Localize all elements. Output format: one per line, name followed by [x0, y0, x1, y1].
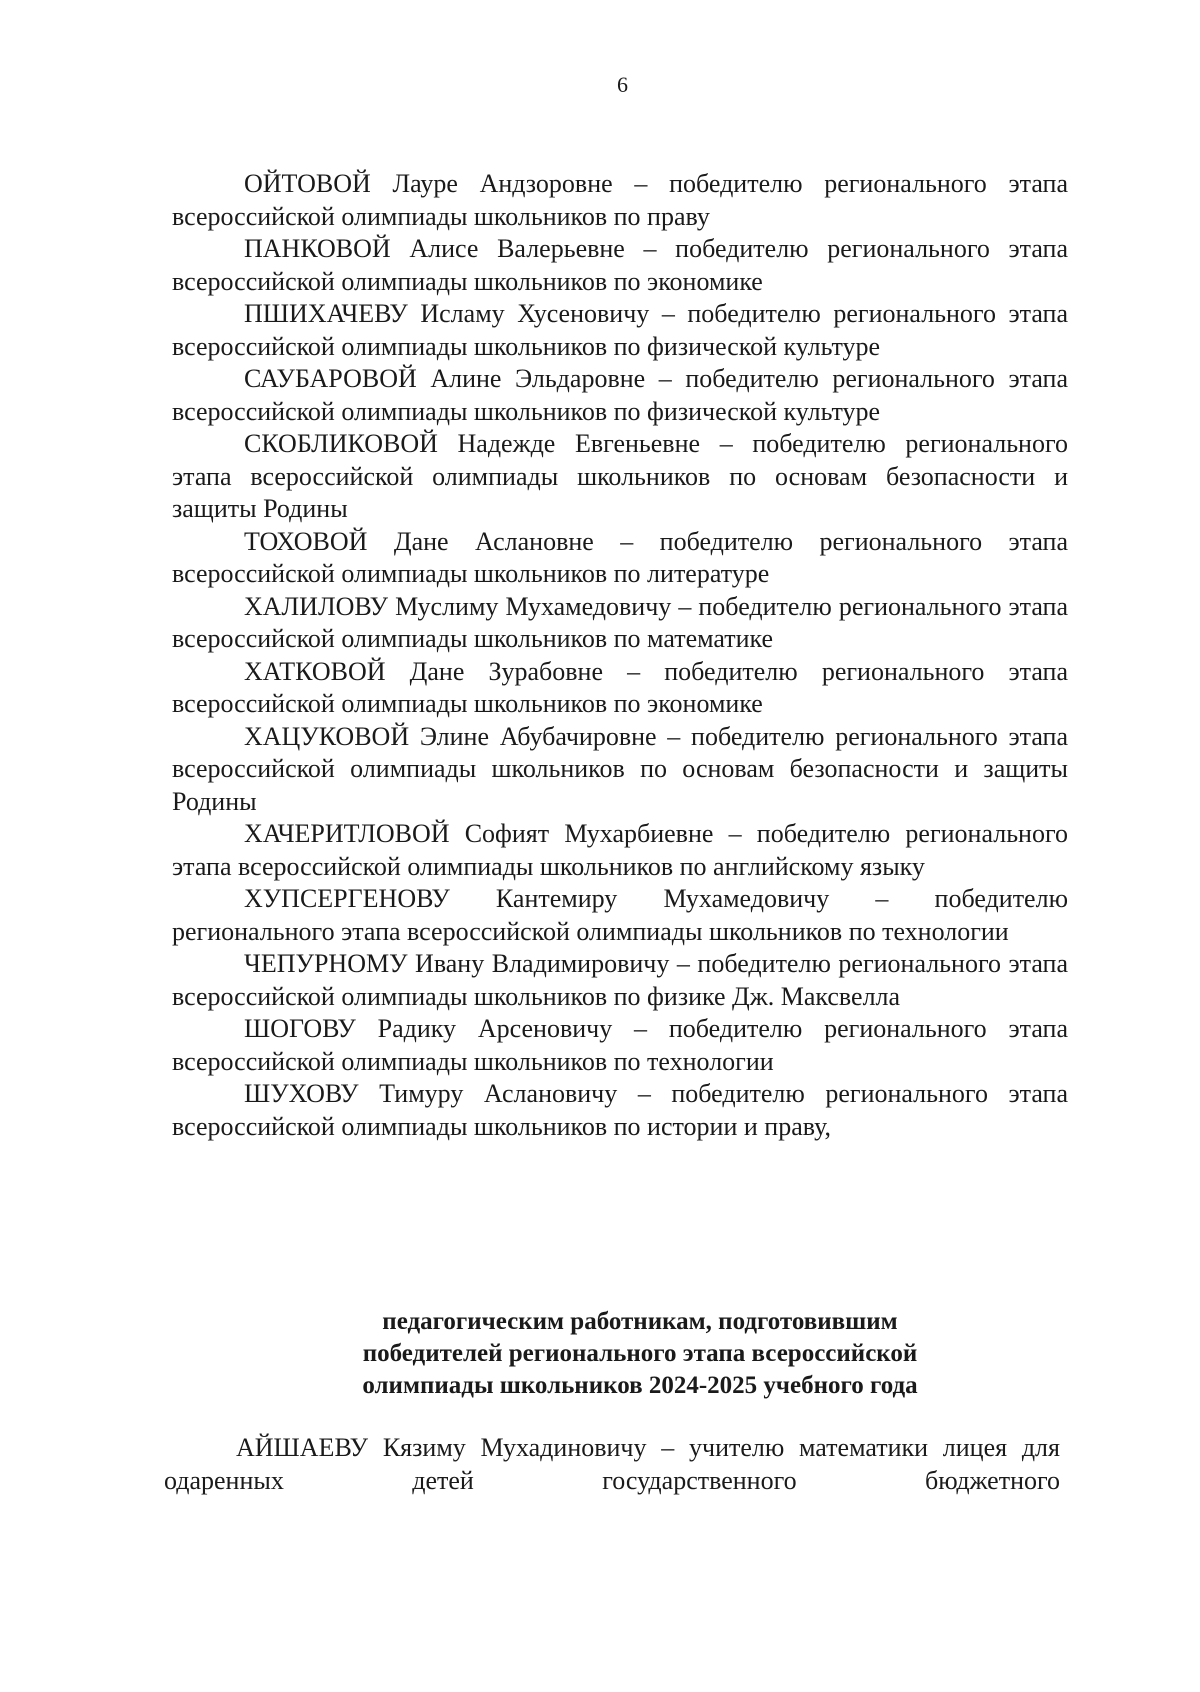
- winner-entry: САУБАРОВОЙ Алине Эльдаровне – победителю регионального этапа всероссийской олимпиады школьников по физической культуре: [172, 364, 1068, 426]
- winner-entry: ШУХОВУ Тимуру Аслановичу – победителю регионального этапа всероссийской олимпиады школьников по истории и праву,: [172, 1079, 1068, 1141]
- winner-entry: ОЙТОВОЙ Лауре Андзоровне – победителю регионального этапа всероссийской олимпиады школьников по праву: [172, 169, 1068, 231]
- winner-entry: ПШИХАЧЕВУ Исламу Хусеновичу – победителю регионального этапа всероссийской олимпиады школьников по физической культуре: [172, 299, 1068, 361]
- winner-entry: ТОХОВОЙ Дане Аслановне – победителю регионального этапа всероссийской олимпиады школьников по литературе: [172, 526, 1068, 588]
- winner-entry: ПАНКОВОЙ Алисе Валерьевне – победителю регионального этапа всероссийской олимпиады школьников по экономике: [172, 234, 1068, 296]
- teacher-entry: АЙШАЕВУ Кязиму Мухадиновичу – учителю математики лицея для одаренных детей государственного бюджетного: [164, 1433, 1060, 1495]
- winner-entry: ШОГОВУ Радику Арсеновичу – победителю регионального этапа всероссийской олимпиады школьников по технологии: [172, 1014, 1068, 1076]
- winner-entry: ХАЛИЛОВУ Муслиму Мухамедовичу – победителю регионального этапа всероссийской олимпиады школьников по математике: [172, 591, 1068, 653]
- winner-entry: ХУПСЕРГЕНОВУ Кантемиру Мухамедовичу – победителю регионального этапа всероссийской олимпиады школьников по технологии: [172, 884, 1068, 946]
- winner-entry: ХАЧЕРИТЛОВОЙ Софият Мухарбиевне – победителю регионального этапа всероссийской олимпиады школьников по английскому языку: [172, 819, 1068, 881]
- section-heading-line: победителей регионального этапа всероссийской: [362, 1340, 918, 1367]
- winner-entry: ХАТКОВОЙ Дане Зурабовне – победителю регионального этапа всероссийской олимпиады школьников по экономике: [172, 656, 1068, 718]
- section-heading: [300, 1306, 980, 1402]
- section-heading-line: олимпиады школьников 2024-2025 учебного года: [362, 1372, 918, 1399]
- winner-entry: СКОБЛИКОВОЙ Надежде Евгеньевне – победителю регионального этапа всероссийской олимпиады школьников по основам безопасности и защиты Родины: [172, 429, 1068, 523]
- page-number: 6: [617, 72, 628, 97]
- winner-entry: ЧЕПУРНОМУ Ивану Владимировичу – победителю регионального этапа всероссийской олимпиады школьников по физике Дж. Максвелла: [172, 949, 1068, 1011]
- winners-list: [172, 168, 1068, 1143]
- section-heading-line: педагогическим работникам, подготовившим: [382, 1308, 898, 1335]
- winner-entry: ХАЦУКОВОЙ Элине Абубачировне – победителю регионального этапа всероссийской олимпиады школьников по основам безопасности и защиты Родины: [172, 721, 1068, 816]
